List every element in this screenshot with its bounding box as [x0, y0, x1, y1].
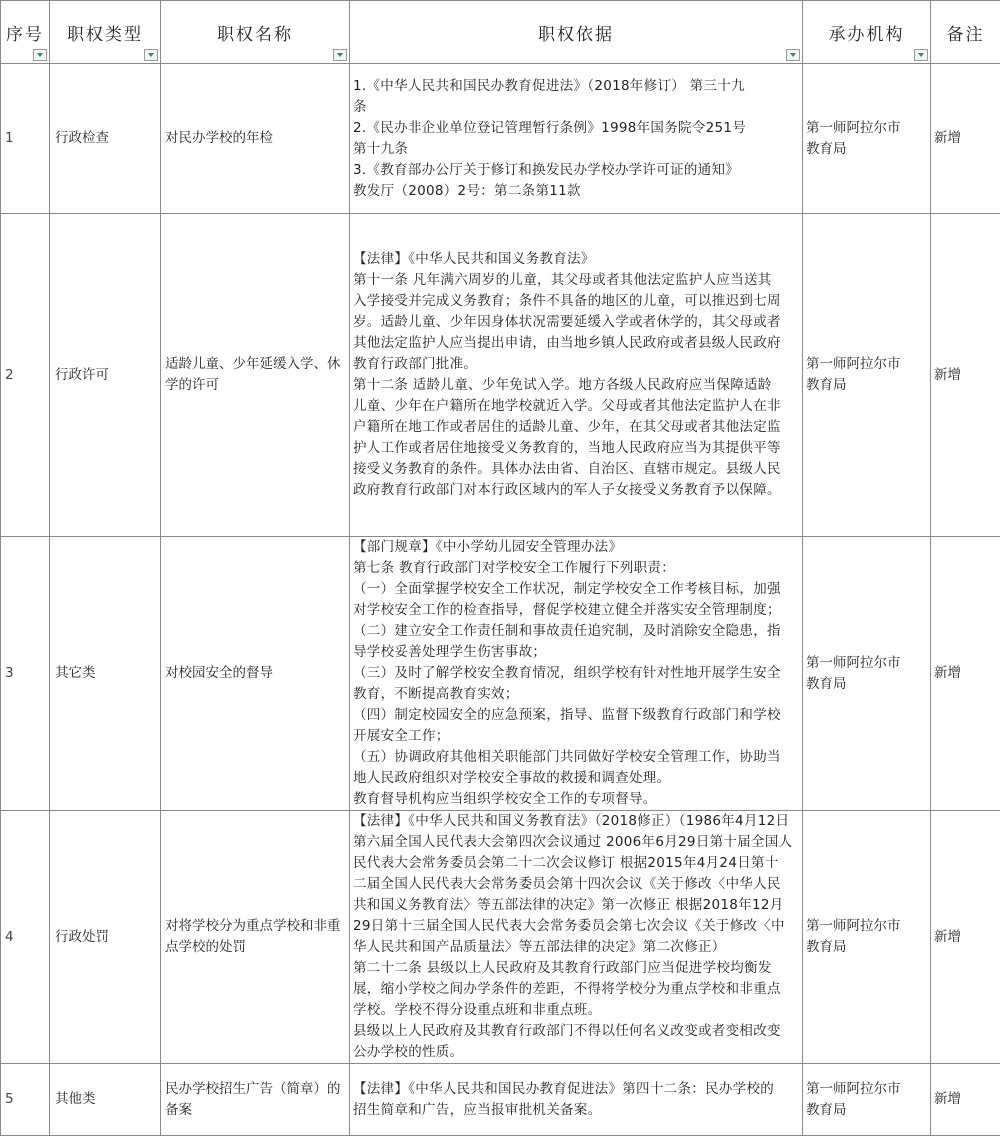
cell-text-line: （三）及时了解学校安全教育情况，组织学校有针对性地开展学生安全 — [353, 663, 796, 684]
cell-text-line: 3.《教育部办公厅关于修订和换发民办学校办学许可证的通知》 — [353, 160, 796, 181]
cell-basis[interactable] — [350, 214, 803, 537]
cell-text-line: 条 — [353, 97, 796, 118]
cell-text-line: 29日第十三届全国人民代表大会常务委员会第七次会议《关于修改〈中 — [353, 916, 796, 937]
header-label: 承办机构 — [829, 25, 905, 45]
cell-text-line: 教育局 — [806, 1100, 930, 1121]
cell-text-line: （一）全面掌握学校安全工作状况，制定学校安全工作考核目标，加强 — [353, 579, 796, 600]
cell-org[interactable] — [803, 214, 931, 537]
cell-text-line: 公办学校的性质。 — [353, 1042, 796, 1063]
cell-text-line: 第一师阿拉尔市 — [806, 653, 930, 674]
cell-text-line: 1.《中华人民共和国民办教育促进法》（2018年修订） 第三十九 — [353, 76, 796, 97]
cell-text-line: 对将学校分为重点学校和非重 — [165, 916, 345, 937]
cell-text-line: 对学校安全工作的检查指导，督促学校建立健全并落实安全管理制度； — [353, 600, 796, 621]
cell-text-line: 教育，不断提高教育实效； — [353, 684, 796, 705]
cell-org[interactable] — [803, 811, 931, 1064]
cell-note[interactable]: 新增 — [931, 537, 1000, 811]
cell-text-line: 教育行政部门批准。 — [353, 354, 796, 375]
cell-text-line: 其他法定监护人应当提出申请，由当地乡镇人民政府或者县级人民政府 — [353, 333, 796, 354]
cell-text-line: 第七条 教育行政部门对学校安全工作履行下列职责： — [353, 558, 796, 579]
table-row — [1, 214, 1000, 537]
cell-text-line: 学的许可 — [165, 375, 345, 396]
filter-dropdown-icon[interactable] — [33, 49, 47, 61]
cell-number[interactable]: 1 — [1, 64, 50, 214]
cell-basis[interactable] — [350, 537, 803, 811]
cell-text-line: 民代表大会常务委员会第二十二次会议修订 根据2015年4月24日第十 — [353, 853, 796, 874]
cell-text-line: 户籍所在地工作或者居住的适龄儿童、少年，在其父母或者其他法定监 — [353, 417, 796, 438]
filter-dropdown-icon[interactable] — [914, 49, 928, 61]
cell-name[interactable] — [161, 64, 350, 214]
table-row — [1, 537, 1000, 811]
cell-org[interactable] — [803, 64, 931, 214]
cell-text-line: 护人工作或者居住地接受义务教育的，当地人民政府应当为其提供平等 — [353, 438, 796, 459]
cell-text-line: 接受义务教育的条件。具体办法由省、自治区、直辖市规定。县级人民 — [353, 459, 796, 480]
table-row — [1, 811, 1000, 1064]
cell-text-line: 教育督导机构应当组织学校安全工作的专项督导。 — [353, 789, 796, 810]
cell-text-line: 教育局 — [806, 937, 930, 958]
cell-text-line: 备案 — [165, 1100, 345, 1121]
cell-type[interactable]: 其他类 — [50, 1064, 161, 1136]
cell-text-line: 教育局 — [806, 674, 930, 695]
cell-text-line: 【法律】《中华人民共和国义务教育法》（2018修正）（1986年4月12日 — [353, 811, 796, 832]
cell-text-line: 第十一条 凡年满六周岁的儿童，其父母或者其他法定监护人应当送其 — [353, 270, 796, 291]
header-label: 职权依据 — [538, 25, 614, 45]
cell-text-line: 第十二条 适龄儿童、少年免试入学。地方各级人民政府应当保障适龄 — [353, 375, 796, 396]
cell-text-line: 导学校妥善处理学生伤害事故； — [353, 642, 796, 663]
cell-basis[interactable] — [350, 64, 803, 214]
cell-note[interactable]: 新增 — [931, 1064, 1000, 1136]
header-label: 职权类型 — [67, 25, 143, 45]
cell-text-line: 入学接受并完成义务教育；条件不具备的地区的儿童，可以推迟到七周 — [353, 291, 796, 312]
cell-type[interactable]: 行政许可 — [50, 214, 161, 537]
cell-text-line: 学校。学校不得分设重点班和非重点班。 — [353, 1000, 796, 1021]
cell-text-line: 政府教育行政部门对本行政区域内的军人子女接受义务教育予以保障。 — [353, 480, 796, 501]
cell-name[interactable] — [161, 537, 350, 811]
cell-name[interactable] — [161, 1064, 350, 1136]
cell-text-line: 第六届全国人民代表大会第四次会议通过 2006年6月29日第十届全国人 — [353, 832, 796, 853]
cell-text-line: 【部门规章】《中小学幼儿园安全管理办法》 — [353, 537, 796, 558]
cell-text-line: 第十九条 — [353, 139, 796, 160]
header-label: 序号 — [6, 25, 44, 45]
header-label: 备注 — [947, 25, 985, 45]
cell-number[interactable]: 5 — [1, 1064, 50, 1136]
cell-text-line: 岁。适龄儿童、少年因身体状况需要延缓入学或者休学的，其父母或者 — [353, 312, 796, 333]
header-row — [1, 1, 1000, 64]
filter-dropdown-icon[interactable] — [144, 49, 158, 61]
cell-text-line: 第一师阿拉尔市 — [806, 1079, 930, 1100]
cell-text-line: 招生简章和广告，应当报审批机关备案。 — [353, 1100, 796, 1121]
cell-name[interactable] — [161, 811, 350, 1064]
cell-type[interactable]: 其它类 — [50, 537, 161, 811]
cell-text-line: 教育局 — [806, 375, 930, 396]
cell-note[interactable]: 新增 — [931, 811, 1000, 1064]
cell-note[interactable]: 新增 — [931, 214, 1000, 537]
filter-dropdown-icon[interactable] — [786, 49, 800, 61]
cell-text-line: 地人民政府组织对学校安全事故的救援和调查处理。 — [353, 768, 796, 789]
cell-text-line: 对校园安全的督导 — [165, 663, 345, 684]
cell-text-line: 【法律】《中华人民共和国义务教育法》 — [353, 249, 796, 270]
header-label: 职权名称 — [217, 25, 293, 45]
cell-basis[interactable] — [350, 1064, 803, 1136]
cell-text-line: （四）制定校园安全的应急预案，指导、监督下级教育行政部门和学校 — [353, 705, 796, 726]
cell-basis[interactable] — [350, 811, 803, 1064]
cell-text-line: 民办学校招生广告（简章）的 — [165, 1079, 345, 1100]
cell-note[interactable]: 新增 — [931, 64, 1000, 214]
header-org — [803, 1, 931, 64]
table-row — [1, 64, 1000, 214]
cell-text-line: 县级以上人民政府及其教育行政部门不得以任何名义改变或者变相改变 — [353, 1021, 796, 1042]
cell-number[interactable]: 3 — [1, 537, 50, 811]
cell-text-line: 点学校的处罚 — [165, 937, 345, 958]
cell-text-line: （五）协调政府其他相关职能部门共同做好学校安全管理工作，协助当 — [353, 747, 796, 768]
cell-text-line: 对民办学校的年检 — [165, 128, 345, 149]
cell-text-line: 2.《民办非企业单位登记管理暂行条例》1998年国务院令251号 — [353, 118, 796, 139]
header-type — [50, 1, 161, 64]
cell-text-line: 第二十二条 县级以上人民政府及其教育行政部门应当促进学校均衡发 — [353, 958, 796, 979]
cell-org[interactable] — [803, 1064, 931, 1136]
table-row — [1, 1064, 1000, 1136]
cell-text-line: 【法律】《中华人民共和国民办教育促进法》第四十二条：民办学校的 — [353, 1079, 796, 1100]
cell-name[interactable] — [161, 214, 350, 537]
header-number — [1, 1, 50, 64]
cell-number[interactable]: 4 — [1, 811, 50, 1064]
cell-text-line: （二）建立安全工作责任制和事故责任追究制，及时消除安全隐患，指 — [353, 621, 796, 642]
cell-text-line: 第一师阿拉尔市 — [806, 354, 930, 375]
cell-text-line: 开展安全工作； — [353, 726, 796, 747]
cell-text-line: 展，缩小学校之间办学条件的差距，不得将学校分为重点学校和非重点 — [353, 979, 796, 1000]
cell-text-line: 教育局 — [806, 139, 930, 160]
cell-text-line: 第一师阿拉尔市 — [806, 118, 930, 139]
cell-text-line: 第一师阿拉尔市 — [806, 916, 930, 937]
cell-type[interactable]: 行政检查 — [50, 64, 161, 214]
header-note — [931, 1, 1000, 64]
header-name — [161, 1, 350, 64]
header-basis — [350, 1, 803, 64]
cell-text-line: 儿童、少年在户籍所在地学校就近入学。父母或者其他法定监护人在非 — [353, 396, 796, 417]
filter-dropdown-icon[interactable] — [333, 49, 347, 61]
cell-type[interactable]: 行政处罚 — [50, 811, 161, 1064]
cell-org[interactable] — [803, 537, 931, 811]
cell-text-line: 共和国义务教育法〉等五部法律的决定》第一次修正 根据2018年12月 — [353, 895, 796, 916]
cell-text-line: 教发厅（2008）2号：第二条第11款 — [353, 181, 796, 202]
cell-text-line: 华人民共和国产品质量法〉等五部法律的决定》第二次修正） — [353, 937, 796, 958]
cell-text-line: 适龄儿童、少年延缓入学、休 — [165, 354, 345, 375]
cell-text-line: 二届全国人民代表大会常务委员会第十四次会议《关于修改〈中华人民 — [353, 874, 796, 895]
cell-number[interactable]: 2 — [1, 214, 50, 537]
